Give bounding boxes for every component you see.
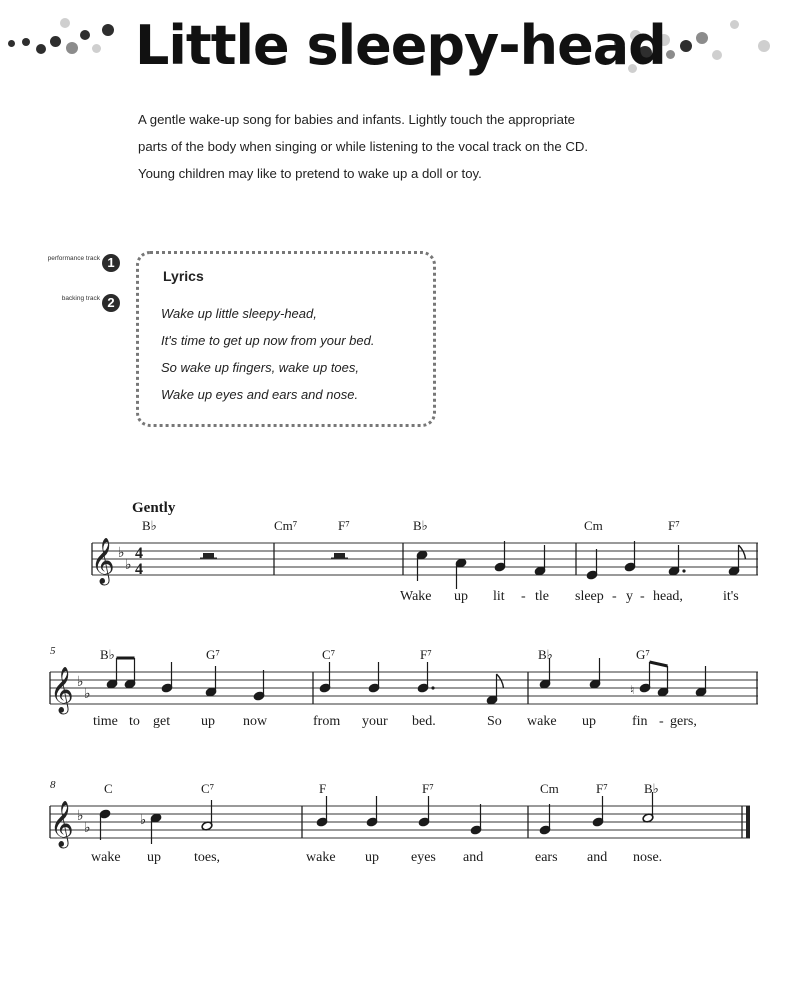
lyric-line: It's time to get up now from your bed. bbox=[161, 333, 375, 348]
flat-sign: ♭ bbox=[125, 557, 132, 573]
lyric-syllable: lit bbox=[493, 589, 505, 604]
lyric-syllable: up bbox=[454, 589, 468, 604]
lyric-syllable: - bbox=[640, 589, 645, 604]
notes-layer bbox=[99, 541, 745, 844]
final-barline bbox=[746, 806, 750, 838]
flat-sign: ♭ bbox=[84, 686, 91, 702]
treble-clef-icon: 𝄞 bbox=[50, 801, 74, 847]
lyric-syllable: toes, bbox=[194, 850, 221, 865]
lyric-syllable: up bbox=[147, 850, 161, 865]
flat-sign: ♭ bbox=[77, 808, 84, 824]
note-dot bbox=[682, 569, 685, 572]
half-rest bbox=[203, 553, 214, 558]
lyric-syllable: wake bbox=[527, 714, 557, 729]
lyric-syllable: wake bbox=[91, 850, 121, 865]
lyric-syllable: bed. bbox=[412, 714, 436, 729]
intro-line: Young children may like to pretend to wake up a doll or toy. bbox=[138, 166, 482, 181]
staff-lines bbox=[50, 672, 758, 704]
lyric-syllable: up bbox=[365, 850, 379, 865]
lyric-syllable: your bbox=[362, 714, 388, 729]
chord-symbol: F⁷ bbox=[338, 518, 350, 533]
measure-number: 8 bbox=[50, 779, 56, 791]
lyric-syllable: - bbox=[612, 589, 617, 604]
chord-symbol: C⁷ bbox=[201, 781, 215, 796]
track-label: backing track bbox=[61, 295, 100, 302]
chord-symbol: B♭ bbox=[413, 518, 428, 533]
treble-clef-icon: 𝄞 bbox=[91, 538, 115, 584]
lyric-syllable: up bbox=[582, 714, 596, 729]
chord-symbol: B♭ bbox=[538, 647, 553, 662]
lyric-syllable: it's bbox=[723, 589, 739, 604]
chord-symbol: G⁷ bbox=[636, 647, 650, 662]
cd-track-icon: 2 bbox=[102, 294, 120, 312]
intro-line: A gentle wake-up song for babies and infants. Lightly touch the appropriate bbox=[138, 112, 575, 127]
lyric-syllable: time bbox=[93, 714, 118, 729]
chord-symbol: C⁷ bbox=[322, 647, 336, 662]
half-rest bbox=[334, 553, 345, 558]
lyric-syllable: sleep bbox=[575, 589, 604, 604]
flat-sign: ♭ bbox=[118, 545, 125, 561]
chord-symbol: F⁷ bbox=[596, 781, 608, 796]
lyric-syllable: y bbox=[626, 589, 633, 604]
staff-system-2 bbox=[50, 645, 758, 729]
chord-symbol: F⁷ bbox=[420, 647, 432, 662]
lyric-syllable: Wake bbox=[400, 589, 432, 604]
lyric-syllable: gers, bbox=[670, 714, 697, 729]
chord-symbol: Cm bbox=[540, 781, 559, 796]
note-flag bbox=[497, 674, 504, 688]
staff-system-1 bbox=[91, 518, 758, 604]
chord-symbol: Cm bbox=[584, 518, 603, 533]
flat-sign: ♭ bbox=[77, 674, 84, 690]
tempo-marking: Gently bbox=[132, 500, 176, 516]
natural-sign: ♮ bbox=[630, 683, 635, 697]
lyric-line: Wake up eyes and ears and nose. bbox=[161, 387, 359, 402]
lyric-syllable: wake bbox=[306, 850, 336, 865]
lyric-syllable: now bbox=[243, 714, 268, 729]
intro-line: parts of the body when singing or while listening to the vocal track on the CD. bbox=[138, 139, 589, 154]
chord-symbol: C bbox=[104, 781, 113, 796]
lyric-syllable: eyes bbox=[411, 850, 436, 865]
chord-symbol: B♭ bbox=[644, 781, 659, 796]
lyric-syllable: from bbox=[313, 714, 341, 729]
time-signature-bottom: 4 bbox=[135, 561, 143, 578]
flat-sign: ♭ bbox=[140, 813, 147, 828]
note-beam bbox=[650, 662, 668, 666]
time-signature-top: 4 bbox=[135, 545, 143, 562]
lyric-syllable: So bbox=[487, 714, 502, 729]
lyric-syllable: - bbox=[659, 714, 664, 729]
lyric-syllable: head, bbox=[653, 589, 683, 604]
page-title: Little sleepy-head bbox=[135, 14, 666, 77]
cd-track-icon: 1 bbox=[102, 254, 120, 272]
lyric-syllable: fin bbox=[632, 714, 648, 729]
chord-symbol: F bbox=[319, 781, 327, 796]
lyric-syllable: tle bbox=[535, 589, 549, 604]
chord-symbol: F⁷ bbox=[422, 781, 434, 796]
note-flag bbox=[739, 545, 746, 559]
chord-symbol: F⁷ bbox=[668, 518, 680, 533]
lyric-syllable: get bbox=[153, 714, 171, 729]
lyric-line: Wake up little sleepy-head, bbox=[161, 306, 317, 321]
track-label: performance track bbox=[47, 255, 100, 262]
chord-symbol: B♭ bbox=[142, 518, 157, 533]
flat-sign: ♭ bbox=[84, 820, 91, 836]
lyric-syllable: and bbox=[463, 850, 484, 865]
measure-number: 5 bbox=[50, 645, 56, 657]
lyric-syllable: and bbox=[587, 850, 608, 865]
lyric-syllable: ears bbox=[535, 850, 558, 865]
lyric-line: So wake up fingers, wake up toes, bbox=[161, 360, 360, 375]
treble-clef-icon: 𝄞 bbox=[50, 667, 74, 713]
lyrics-heading: Lyrics bbox=[163, 268, 204, 284]
lyric-syllable: up bbox=[201, 714, 215, 729]
lyric-syllable: to bbox=[129, 714, 140, 729]
chord-symbol: Cm⁷ bbox=[274, 518, 298, 533]
chord-symbol: B♭ bbox=[100, 647, 115, 662]
lyric-syllable: - bbox=[521, 589, 526, 604]
note-dot bbox=[431, 686, 434, 689]
staff-lines bbox=[92, 543, 758, 575]
chord-symbol: G⁷ bbox=[206, 647, 220, 662]
lyric-syllable: nose. bbox=[633, 850, 663, 865]
